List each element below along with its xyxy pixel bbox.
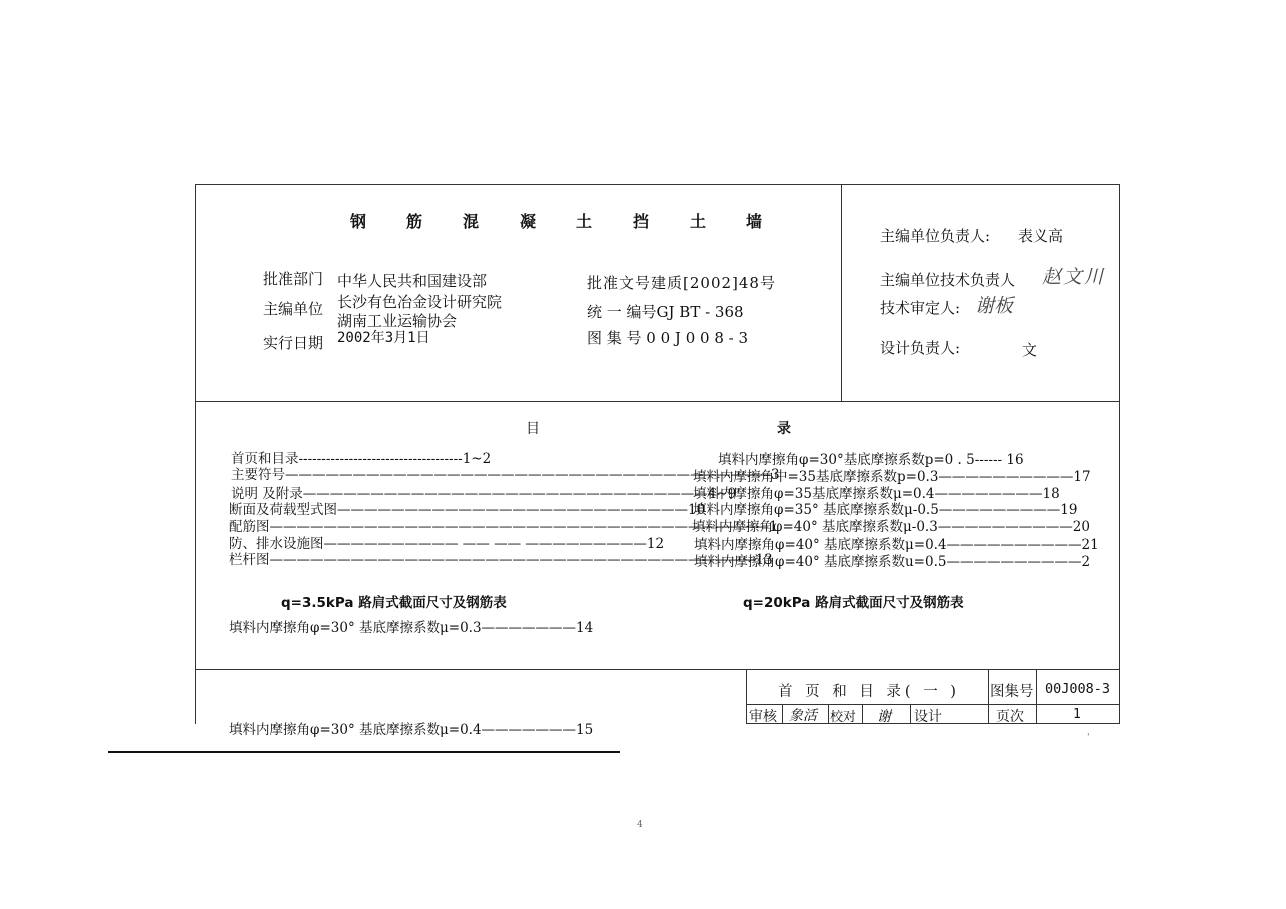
design-label: 设计 <box>914 709 942 725</box>
atlas-value: 00J008-3 <box>1045 681 1111 697</box>
tech-reviewer-signature: 谢板 <box>975 295 1014 317</box>
list-item: 填料内摩擦角φ=40° 基底摩擦系数u=0.5——————————2 <box>694 554 1091 570</box>
list-item: 配筋图—————————————————————————————————————1 <box>229 519 778 535</box>
stray-mark: 4 <box>637 820 643 830</box>
page-bottom-rule <box>108 751 620 753</box>
page-label: 页次 <box>996 709 1024 725</box>
list-item: 填料内摩擦角φ=35° 基底摩擦系数μ-0.5—————————19 <box>693 502 1078 518</box>
atlas-number: 图 集 号 0 0 J 0 0 8 - 3 <box>587 329 749 347</box>
header-divider-vertical <box>841 184 842 402</box>
title-char: 挡 <box>633 212 650 231</box>
toc-heading-right: 录 <box>777 421 791 437</box>
tb-v1 <box>988 669 989 724</box>
review-signature: 象活 <box>789 708 817 724</box>
drawing-name: 首 页 和 目 录( 一 ) <box>778 684 960 700</box>
list-item: 填料内摩擦角φ=35基底摩擦系数μ=0.4————————18 <box>693 486 1060 502</box>
chief-editor-value-2: 湖南工业运输协会 <box>337 312 458 330</box>
stray-mark: ' <box>1087 733 1090 743</box>
list-item: 主要符号————————————————————————————————————3 <box>231 467 780 483</box>
sub-item-1: 填料内摩擦角φ=30° 基底摩擦系数μ=0.3———————14 <box>229 620 594 636</box>
tb-left <box>746 669 747 724</box>
title-char: 墙 <box>746 212 763 231</box>
list-item: 填料内摩擦角中=35基底摩擦系数p=0.3——————————17 <box>693 469 1091 485</box>
review-label: 审核 <box>749 709 777 725</box>
header-divider-horizontal <box>195 401 1120 402</box>
list-item: 防、排水设施图—————————— —— —— —————————12 <box>229 536 665 552</box>
list-item: 说明 及附录——————————————————————————————4~9 <box>231 486 737 502</box>
list-item: 填料内摩擦角φ=40° 基底摩擦系数μ-0.3——————————20 <box>692 519 1090 535</box>
tb-v3 <box>782 704 783 724</box>
title-char: 凝 <box>520 212 537 231</box>
check-signature: 谢 <box>877 709 891 725</box>
effective-date-label: 实行日期 <box>263 334 324 352</box>
chief-unit-head-value: 表义高 <box>1018 227 1064 245</box>
design-head-label: 设计负责人: <box>880 339 961 357</box>
tech-reviewer-label: 技术审定人: <box>880 299 961 317</box>
list-item: 首页和目录------------------------------------1~2 <box>231 451 492 467</box>
title-char: 混 <box>463 212 480 231</box>
title-char: 钢 <box>350 212 367 231</box>
frame-left <box>195 184 196 724</box>
chief-tech-head-label: 主编单位技术负责人 <box>880 271 1016 289</box>
tb-v5 <box>862 704 863 724</box>
title-char: 土 <box>690 212 707 231</box>
section-heading-left: q=3.5kPa 路肩式截面尺寸及钢筋表 <box>281 595 507 611</box>
list-item: 填料内摩擦角φ=30°基底摩擦系数p=0 . 5------ 16 <box>718 452 1024 468</box>
list-item: 栏杆图————————————————————————————————————13 <box>229 552 773 568</box>
approval-dept-label: 批准部门 <box>263 270 324 288</box>
sub-item-2: 填料内摩擦角φ=30° 基底摩擦系数μ=0.4———————15 <box>229 722 594 738</box>
atlas-label: 图集号 <box>990 684 1034 700</box>
chief-editor-label: 主编单位 <box>263 300 324 318</box>
title-char: 筋 <box>406 212 423 231</box>
unified-number: 统 一 编号GJ BT - 368 <box>587 303 744 321</box>
chief-tech-head-signature: 赵文川 <box>1042 266 1106 288</box>
chief-editor-value: 长沙有色冶金设计研究院 <box>337 293 503 311</box>
chief-unit-head-label: 主编单位负责人: <box>880 227 991 245</box>
page-value: 1 <box>1073 707 1081 722</box>
tb-v6 <box>910 704 911 724</box>
tb-v4 <box>828 704 829 724</box>
effective-date-value: 2002年3月1日 <box>337 330 430 346</box>
frame-top <box>195 184 1120 185</box>
toc-bottom-line <box>195 669 1120 670</box>
section-heading-right: q=20kPa 路肩式截面尺寸及钢筋表 <box>743 595 964 611</box>
title-char: 土 <box>576 212 593 231</box>
list-item: 断面及荷载型式图——————————————————————————10 <box>229 502 706 518</box>
design-head-value: 文 <box>1022 341 1038 359</box>
check-label: 校对 <box>830 710 857 725</box>
approval-number: 批准文号建质[2002]48号 <box>587 274 776 292</box>
approval-dept-value: 中华人民共和国建设部 <box>337 272 488 290</box>
toc-heading-left: 目 <box>526 421 540 437</box>
tb-v2 <box>1036 669 1037 724</box>
list-item: 填料内摩擦角φ=40° 基底摩擦系数μ=0.4——————————21 <box>694 537 1099 553</box>
frame-right <box>1119 184 1120 724</box>
